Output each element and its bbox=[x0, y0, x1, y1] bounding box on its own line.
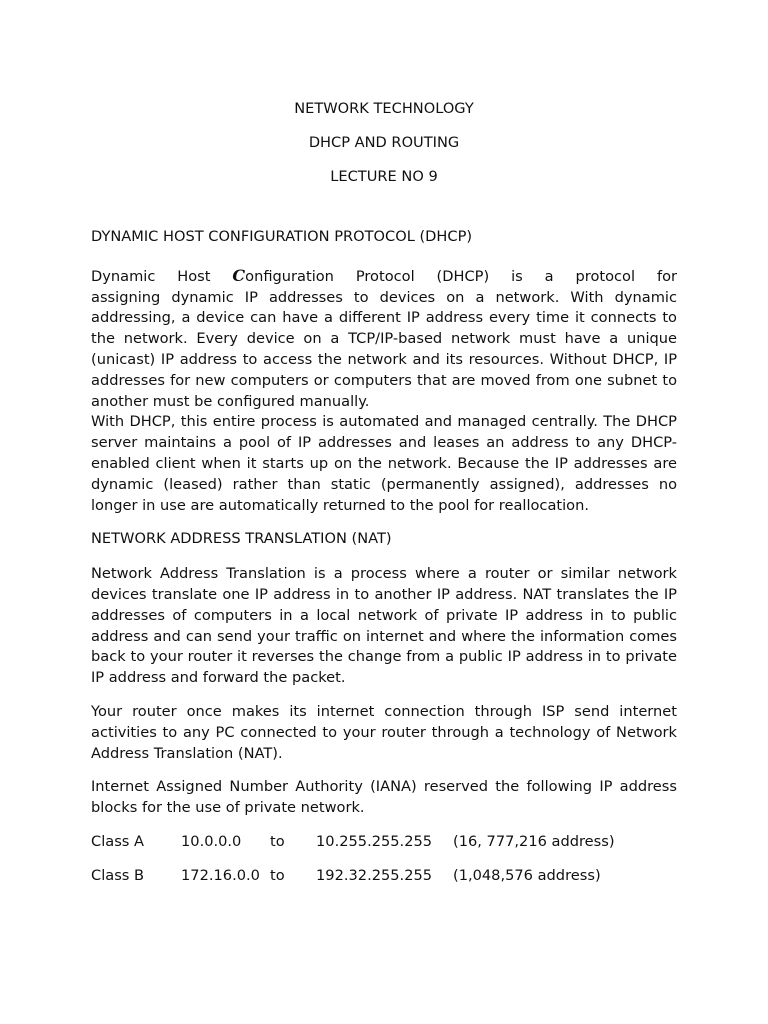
range-end: 192.32.255.255 bbox=[316, 866, 433, 884]
address-count: (1,048,576 address) bbox=[453, 866, 601, 884]
dhcp-text-segment: onfiguration Protocol (DHCP) bbox=[245, 267, 490, 285]
dhcp-heading: DYNAMIC HOST CONFIGURATION PROTOCOL (DHCP) bbox=[91, 228, 473, 245]
dhcp-paragraph-1-first-line bbox=[91, 266, 677, 288]
range-start: 10.0.0.0 bbox=[181, 832, 242, 850]
nat-paragraph-3: Internet Assigned Number Authority (IANA) reserved the following IP address blocks for the use of private network. bbox=[91, 778, 677, 817]
dhcp-text-segment: a protocol for bbox=[544, 267, 678, 285]
ip-class-row bbox=[91, 866, 677, 887]
nat-paragraph-1: Network Address Translation is a process where a router or similar network devices translate one IP address in to another IP address. NAT translates the IP addresses of computers in a local network of private IP address in to public address and can send your traffic on internet and where the information comes back to your router it reverses the change from a public IP address in to private IP address and forward the packet. bbox=[91, 565, 677, 687]
range-start: 172.16.0.0 bbox=[181, 866, 260, 884]
document-header bbox=[0, 92, 768, 194]
range-separator: to bbox=[270, 832, 285, 850]
ip-class-row bbox=[91, 832, 677, 853]
lecture-topic: DHCP AND ROUTING bbox=[308, 134, 460, 151]
dhcp-paragraph-1 bbox=[91, 266, 677, 413]
dhcp-drop-letter: C bbox=[232, 265, 246, 285]
lecture-number: LECTURE NO 9 bbox=[330, 168, 438, 185]
class-name: Class B bbox=[91, 866, 145, 884]
dhcp-paragraph-1-body: assigning dynamic IP addresses to devices on a network. With dynamic addressing, a device can have a different IP address every time it connects to the network. Every device on a TCP/IP-based network must have a unique (unicast) IP address to access the network and its resources. Without DHCP, IP addresses for new computers or computers that are moved from one subnet to another must be configured manually. bbox=[91, 288, 677, 410]
address-count: (16, 777,216 address) bbox=[453, 832, 615, 850]
dhcp-text-segment: is bbox=[511, 267, 523, 285]
dhcp-paragraph-2: With DHCP, this entire process is automated and managed centrally. The DHCP server maintains a pool of IP addresses and leases an address to any DHCP-enabled client when it starts up on the network. Because the IP addresses are dynamic (leased) rather than static (permanently assigned), addresses no longer in use are automatically returned to the pool for reallocation. bbox=[91, 413, 677, 514]
nat-paragraph-2: Your router once makes its internet connection through ISP send internet activities to any PC connected to your router through a technology of Network Address Translation (NAT). bbox=[91, 702, 677, 762]
nat-heading: NETWORK ADDRESS TRANSLATION (NAT) bbox=[91, 530, 392, 548]
course-title: NETWORK TECHNOLOGY bbox=[294, 100, 474, 117]
document-body bbox=[91, 227, 677, 887]
class-name: Class A bbox=[91, 832, 145, 850]
range-end: 10.255.255.255 bbox=[316, 832, 433, 850]
range-separator: to bbox=[270, 866, 285, 884]
dhcp-text-segment: Dynamic Host bbox=[91, 267, 233, 285]
